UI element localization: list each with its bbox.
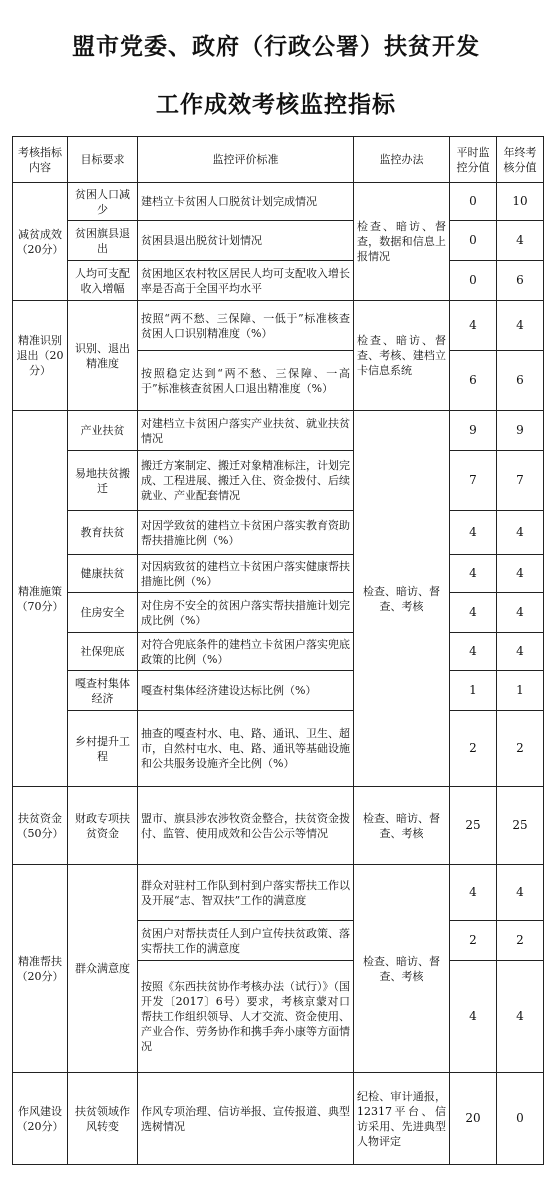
standard-cell: 对符合兜底条件的建档立卡贫困户落实兜底政策的比例（%） [138,633,354,671]
year-score-cell: 7 [497,451,544,511]
target-cell: 扶贫领域作风转变 [68,1073,138,1165]
year-score-cell: 10 [497,183,544,221]
year-score-cell: 2 [497,921,544,961]
target-cell: 住房安全 [68,593,138,633]
regular-score-cell: 4 [450,511,497,555]
target-cell: 贫困人口减少 [68,183,138,221]
method-cell: 纪检、审计通报，12317平台、信访采用、先进典型人物评定 [354,1073,450,1165]
regular-score-cell: 4 [450,865,497,921]
year-score-cell: 0 [497,1073,544,1165]
table-header-row [13,137,544,183]
regular-score-cell: 0 [450,261,497,301]
table-row [13,511,544,555]
target-cell: 贫困旗县退出 [68,221,138,261]
section-name: 精准识别退出（20分） [13,301,68,411]
table-row [13,411,544,451]
table-row [13,261,544,301]
standard-cell: 作风专项治理、信访举报、宣传报道、典型选树情况 [138,1073,354,1165]
target-cell: 嘎查村集体经济 [68,671,138,711]
regular-score-cell: 2 [450,921,497,961]
standard-cell: 对因学致贫的建档立卡贫困户落实教育资助帮扶措施比例（%） [138,511,354,555]
table-row [13,865,544,921]
standard-cell: 贫困户对帮扶责任人到户宣传扶贫政策、落实帮扶工作的满意度 [138,921,354,961]
regular-score-cell: 25 [450,787,497,865]
year-score-cell: 4 [497,221,544,261]
target-cell: 识别、退出精准度 [68,301,138,411]
standard-cell: 贫困地区农村牧区居民人均可支配收入增长率是否高于全国平均水平 [138,261,354,301]
section-name: 作风建设（20分） [13,1073,68,1165]
year-score-cell: 9 [497,411,544,451]
header-year-score: 年终考核分值 [497,137,544,183]
standard-cell: 贫困县退出脱贫计划情况 [138,221,354,261]
standard-cell: 按照《东西扶贫协作考核办法（试行）》（国开发〔2017〕6号）要求，考核京蒙对口帮扶工作组织领导、人才交流、资金使用、产业合作、劳务协作和携手奔小康等方面情况 [138,961,354,1073]
header-standard: 监控评价标准 [138,137,354,183]
section-name: 扶贫资金（50分） [13,787,68,865]
regular-score-cell: 1 [450,671,497,711]
year-score-cell: 4 [497,633,544,671]
title-line-1: 盟市党委、政府（行政公署）扶贫开发 [72,34,480,60]
regular-score-cell: 6 [450,351,497,411]
table-row [13,633,544,671]
standard-cell: 建档立卡贫困人口脱贫计划完成情况 [138,183,354,221]
regular-score-cell: 4 [450,961,497,1073]
target-cell: 群众满意度 [68,865,138,1073]
table-row [13,787,544,865]
standard-cell: 按照“两不愁、三保障、一低于”标准核查贫困人口识别精准度（%） [138,301,354,351]
target-cell: 教育扶贫 [68,511,138,555]
year-score-cell: 6 [497,351,544,411]
table-row [13,1073,544,1165]
year-score-cell: 4 [497,961,544,1073]
header-content: 考核指标内容 [13,137,68,183]
regular-score-cell: 4 [450,555,497,593]
regular-score-cell: 2 [450,711,497,787]
year-score-cell: 4 [497,555,544,593]
table-row [13,451,544,511]
table-row [13,301,544,351]
method-cell: 检查、暗访、督查、考核 [354,787,450,865]
year-score-cell: 25 [497,787,544,865]
title-line-2: 工作成效考核监控指标 [156,92,396,118]
method-cell: 检查、暗访、督查、考核 [354,865,450,1073]
target-cell: 社保兜底 [68,633,138,671]
standard-cell: 嘎查村集体经济建设达标比例（%） [138,671,354,711]
table-row [13,671,544,711]
regular-score-cell: 7 [450,451,497,511]
year-score-cell: 6 [497,261,544,301]
target-cell: 财政专项扶贫资金 [68,787,138,865]
regular-score-cell: 20 [450,1073,497,1165]
table-row [13,221,544,261]
year-score-cell: 2 [497,711,544,787]
header-target: 目标要求 [68,137,138,183]
standard-cell: 对住房不安全的贫困户落实帮扶措施计划完成比例（%） [138,593,354,633]
section-name: 精准施策（70分） [13,411,68,787]
header-method: 监控办法 [354,137,450,183]
target-cell: 人均可支配收入增幅 [68,261,138,301]
section-name: 精准帮扶（20分） [13,865,68,1073]
table-row [13,183,544,221]
assessment-table [12,136,544,1165]
year-score-cell: 4 [497,511,544,555]
standard-cell: 盟市、旗县涉农涉牧资金整合，扶贫资金拨付、监管、使用成效和公告公示等情况 [138,787,354,865]
target-cell: 健康扶贫 [68,555,138,593]
standard-cell: 对因病致贫的建档立卡贫困户落实健康帮扶措施比例（%） [138,555,354,593]
year-score-cell: 1 [497,671,544,711]
regular-score-cell: 4 [450,593,497,633]
year-score-cell: 4 [497,301,544,351]
table-row [13,555,544,593]
standard-cell: 抽查的嘎查村水、电、路、通讯、卫生、超市，自然村屯水、电、路、通讯等基础设施和公共服务设施齐全比例（%） [138,711,354,787]
regular-score-cell: 4 [450,301,497,351]
section-name: 减贫成效（20分） [13,183,68,301]
header-regular-score: 平时监控分值 [450,137,497,183]
table-row [13,711,544,787]
method-cell: 检查、暗访、督查，数据和信息上报情况 [354,183,450,301]
standard-cell: 对建档立卡贫困户落实产业扶贫、就业扶贫情况 [138,411,354,451]
target-cell: 乡村提升工程 [68,711,138,787]
target-cell: 易地扶贫搬迁 [68,451,138,511]
method-cell: 检查、暗访、督查、考核、建档立卡信息系统 [354,301,450,411]
target-cell: 产业扶贫 [68,411,138,451]
regular-score-cell: 0 [450,221,497,261]
year-score-cell: 4 [497,865,544,921]
standard-cell: 群众对驻村工作队到村到户落实帮扶工作以及开展“志、智双扶”工作的满意度 [138,865,354,921]
year-score-cell: 4 [497,593,544,633]
regular-score-cell: 4 [450,633,497,671]
standard-cell: 搬迁方案制定、搬迁对象精准标注，计划完成、工程进展、搬迁入住、资金拨付、后续就业、产业配套情况 [138,451,354,511]
regular-score-cell: 0 [450,183,497,221]
standard-cell: 按照稳定达到“两不愁、三保障、一高于”标准核查贫困人口退出精准度（%） [138,351,354,411]
method-cell: 检查、暗访、督查、考核 [354,411,450,787]
regular-score-cell: 9 [450,411,497,451]
table-row [13,593,544,633]
